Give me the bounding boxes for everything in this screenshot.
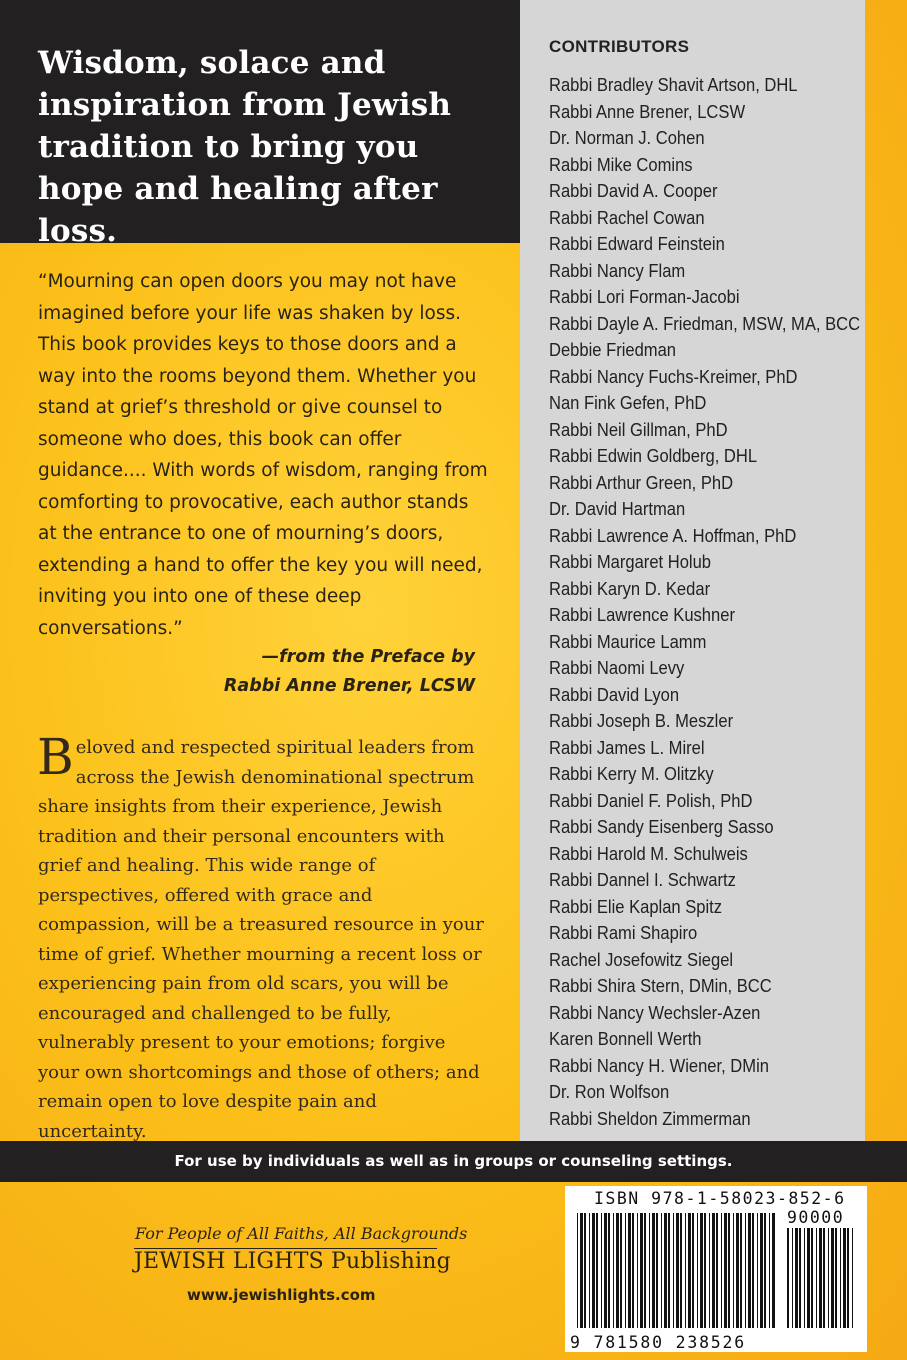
- barcode-bar: [799, 1228, 801, 1328]
- contributor-name: Karen Bonnell Werth: [549, 1029, 702, 1049]
- contributor-name: Dr. Ron Wolfson: [549, 1082, 670, 1102]
- publisher-tagline: For People of All Faiths, All Backgrounds: [135, 1224, 468, 1243]
- barcode-bar: [716, 1213, 718, 1328]
- contributor-name: Nan Fink Gefen, PhD: [549, 393, 707, 413]
- barcode-bar: [748, 1213, 751, 1328]
- barcode-bar: [613, 1213, 614, 1328]
- description-text: eloved and respected spiritual leaders from across the Jewish denominational spectrum share insights from their experience, Jewish tradition and their personal encounters with grief and healing. This wide range of perspectives, offered with grace and compassion, will be a treasured resource in your time of grief. Whether mourning a recent loss or experiencing pain from old scars, you will be encouraged and challenged to be fully, vulnerably present to your emotions; forgive your own shortcomings and those of others; and remain open to love despite pain and uncertainty.: [38, 737, 484, 1142]
- barcode-bar: [757, 1213, 758, 1328]
- price-code: 90000: [787, 1208, 845, 1227]
- contributor-name: Rachel Josefowitz Siegel: [549, 949, 734, 970]
- barcode-bar: [828, 1228, 829, 1328]
- contributor-name: Rabbi Karyn D. Kedar: [549, 578, 711, 599]
- contributor-name: Rabbi Nancy H. Wiener, DMin: [549, 1055, 769, 1076]
- barcode-bar: [811, 1228, 813, 1328]
- contributors-title: CONTRIBUTORS: [549, 37, 690, 56]
- contributor-name: Dr. Norman J. Cohen: [549, 128, 705, 148]
- barcode-bar: [692, 1213, 694, 1328]
- contributor-name: Rabbi Dayle A. Friedman, MSW, MA, BCC: [549, 313, 861, 334]
- barcode-digits: 9 781580 238526: [570, 1333, 747, 1352]
- barcode-bar: [835, 1228, 837, 1328]
- contributor-name: Rabbi Sheldon Zimmerman: [549, 1108, 751, 1129]
- contributor-name: Rabbi Lawrence Kushner: [549, 605, 735, 625]
- barcode-bar: [792, 1228, 793, 1328]
- barcode-bar: [685, 1213, 686, 1328]
- contributor-name: Rabbi Mike Comins: [549, 154, 693, 175]
- contributor-name: Rabbi Sandy Eisenberg Sasso: [549, 817, 774, 837]
- headline-band: [0, 0, 520, 249]
- contributors-list: [549, 72, 887, 1132]
- barcode-bar: [688, 1213, 691, 1328]
- quote-attribution-line2: Rabbi Anne Brener, LCSW: [223, 676, 475, 696]
- contributor-name: Rabbi Arthur Green, PhD: [549, 472, 734, 493]
- barcode-bar: [661, 1213, 662, 1328]
- barcode-bar: [795, 1228, 798, 1328]
- barcode-bar: [724, 1213, 727, 1328]
- contributor-name: Rabbi Harold M. Schulweis: [549, 843, 748, 864]
- barcode-bar: [807, 1228, 810, 1328]
- contributor-name: Rabbi Lawrence A. Hoffman, PhD: [549, 525, 797, 546]
- barcode-bar: [852, 1228, 853, 1328]
- preface-quote: “Mourning can open doors you may not have imagined before your life was shaken by loss. This book provides keys to those doors and a way into the rooms beyond them. Whether you stand at grief’s threshold or give counsel to someone who does, this book can offer guidance.... With words of wisdom, ranging from comforting to provocative, each author stands at the entrance to one of mourning’s doors, extending a hand to offer the key you will need, inviting you into one of these deep conversations.”: [38, 271, 488, 639]
- barcode-bar: [601, 1213, 602, 1328]
- barcode-bar: [652, 1213, 655, 1328]
- barcode-bar: [733, 1213, 734, 1328]
- barcode-bar: [596, 1213, 598, 1328]
- barcode-bar: [704, 1213, 706, 1328]
- contributor-name: Rabbi Neil Gillman, PhD: [549, 419, 728, 440]
- barcode-bar: [577, 1213, 578, 1328]
- book-description: [37, 728, 490, 1146]
- contributor-name: Rabbi David A. Cooper: [549, 181, 718, 201]
- contributor-name: Rabbi Rachel Cowan: [549, 207, 705, 228]
- barcode-bar: [640, 1213, 643, 1328]
- contributor-name: Rabbi Anne Brener, LCSW: [549, 101, 746, 122]
- headline: Wisdom, solace and inspiration from Jewish tradition to bring you hope and healing after loss.: [38, 45, 452, 249]
- barcode-bar: [819, 1228, 822, 1328]
- barcode-bar: [752, 1213, 754, 1328]
- barcode-bar: [787, 1228, 789, 1328]
- barcode-bar: [840, 1228, 841, 1328]
- barcode-bar: [608, 1213, 610, 1328]
- contributor-name: Rabbi Edwin Goldberg, DHL: [549, 446, 758, 466]
- barcode-bar: [656, 1213, 658, 1328]
- contributor-name: Rabbi Nancy Fuchs-Kreimer, PhD: [549, 366, 798, 387]
- barcode-bar: [625, 1213, 626, 1328]
- barcode-bar: [649, 1213, 650, 1328]
- barcode-bar: [772, 1213, 775, 1328]
- barcode-bar: [589, 1213, 590, 1328]
- barcode-bar: [709, 1213, 710, 1328]
- barcode-bar: [700, 1213, 703, 1328]
- barcode-bar: [831, 1228, 834, 1328]
- contributor-name: Rabbi Daniel F. Polish, PhD: [549, 790, 753, 811]
- barcode-bar: [823, 1228, 825, 1328]
- contributor-name: Rabbi Rami Shapiro: [549, 923, 698, 943]
- contributor-name: Rabbi Edward Feinstein: [549, 234, 725, 254]
- barcode-bar: [764, 1213, 766, 1328]
- barcode-bar: [632, 1213, 634, 1328]
- barcode-bar: [637, 1213, 638, 1328]
- contributor-name: Rabbi Margaret Holub: [549, 552, 712, 572]
- publisher-name: JEWISH LIGHTS Publishing: [134, 1249, 451, 1274]
- isbn-text: ISBN 978-1-58023-852-6: [594, 1189, 846, 1208]
- barcode-bar: [728, 1213, 730, 1328]
- barcode-bar: [668, 1213, 670, 1328]
- contributor-name: Rabbi Maurice Lamm: [549, 631, 707, 652]
- contributor-name: Rabbi Kerry M. Olitzky: [549, 764, 714, 784]
- barcode-bar: [736, 1213, 739, 1328]
- contributor-name: Rabbi David Lyon: [549, 684, 680, 705]
- barcode-bar: [620, 1213, 622, 1328]
- contributor-name: Dr. David Hartman: [549, 499, 686, 519]
- contributors-panel: [520, 0, 865, 1141]
- barcode-bar: [843, 1228, 846, 1328]
- barcode-bar: [628, 1213, 631, 1328]
- barcode-bar: [816, 1228, 817, 1328]
- barcode-bar: [804, 1228, 805, 1328]
- barcode-bar: [644, 1213, 646, 1328]
- contributor-name: Rabbi Nancy Wechsler-Azen: [549, 1002, 761, 1023]
- contributor-name: Rabbi James L. Mirel: [549, 737, 705, 758]
- barcode-bar: [680, 1213, 682, 1328]
- contributor-name: Rabbi Joseph B. Meszler: [549, 711, 734, 731]
- barcode-bar: [584, 1213, 586, 1328]
- barcode-bar: [721, 1213, 722, 1328]
- footer-band-text: For use by individuals as well as in groups or counseling settings.: [174, 1152, 733, 1170]
- barcode-bar: [697, 1213, 698, 1328]
- barcode-bar: [740, 1213, 742, 1328]
- barcode-bar: [604, 1213, 607, 1328]
- barcode-bar: [847, 1228, 849, 1328]
- publisher-website[interactable]: www.jewishlights.com: [187, 1286, 376, 1304]
- barcode-bar: [760, 1213, 763, 1328]
- footer-band: [0, 1141, 907, 1182]
- contributor-name: Debbie Friedman: [549, 340, 677, 360]
- quote-attribution-line1: —from the Preface by: [261, 647, 475, 667]
- barcode-bar: [580, 1213, 583, 1328]
- barcode-bar: [616, 1213, 619, 1328]
- contributor-name: Rabbi Lori Forman-Jacobi: [549, 287, 740, 307]
- barcode-bar: [664, 1213, 667, 1328]
- barcode-bar: [676, 1213, 679, 1328]
- barcode-bar: [673, 1213, 674, 1328]
- contributor-name: Rabbi Elie Kaplan Spitz: [549, 896, 723, 917]
- contributor-name: Rabbi Nancy Flam: [549, 260, 686, 281]
- quote-attribution: [224, 643, 475, 701]
- contributor-name: Rabbi Naomi Levy: [549, 658, 685, 678]
- contributor-name: Rabbi Dannel I. Schwartz: [549, 870, 736, 890]
- contributor-name: Rabbi Bradley Shavit Artson, DHL: [549, 75, 798, 95]
- barcode-bar: [592, 1213, 595, 1328]
- barcode-bar: [769, 1213, 770, 1328]
- contributor-name: Rabbi Shira Stern, DMin, BCC: [549, 976, 772, 996]
- drop-cap: B: [37, 728, 74, 786]
- barcode-bar: [745, 1213, 746, 1328]
- barcode-bar: [712, 1213, 715, 1328]
